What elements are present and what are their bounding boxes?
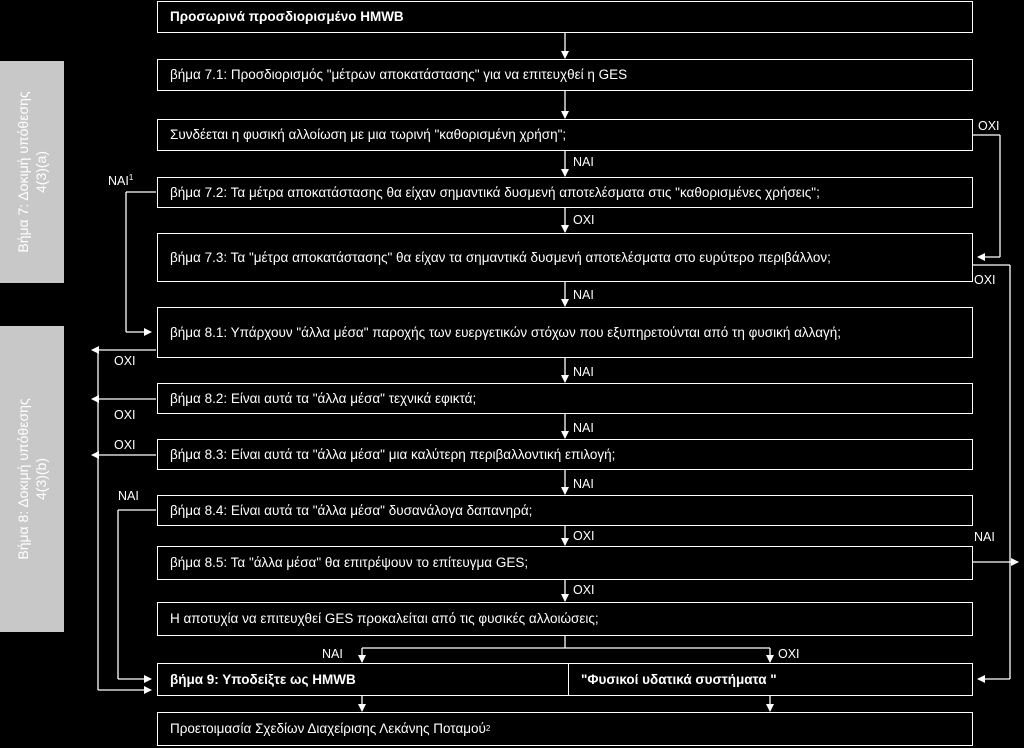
step8-label: Βήμα 8: Δοκιμή υπόθεσης 4(3)(b) [15, 398, 49, 560]
hmwb-box: Προσωρινά προσδιορισμένο HMWB [157, 1, 973, 33]
step-7-2-box: βήμα 7.2: Τα μέτρα αποκατάστασης θα είχαν σημαντικά δυσμενή αποτελέσματα στις "καθορισμένες χρήσεις"; [157, 177, 973, 208]
step7-label: Βήμα 7: Δοκιμή υπόθεσης 4(3)(a) [15, 91, 49, 253]
label-no: ΟΧΙ [974, 273, 996, 287]
label-yes: ΝΑΙ [573, 365, 594, 379]
label-no: ΟΧΙ [114, 408, 136, 422]
label-no: ΟΧΙ [573, 529, 595, 543]
label-no: ΟΧΙ [573, 583, 595, 597]
label-yes: ΝΑΙ [573, 155, 594, 169]
label-yes: ΝΑΙ [573, 288, 594, 302]
label-yes: ΝΑΙ [573, 477, 594, 491]
step-8-2-box: βήμα 8.2: Είναι αυτά τα "άλλα μέσα" τεχνικά εφικτά; [157, 383, 973, 414]
label-yes: ΝΑΙ [118, 489, 139, 503]
step-7-1-box: βήμα 7.1: Προσδιορισμός "μέτρων αποκατάστασης" για να επιτευχθεί η GES [157, 59, 973, 91]
step-8-5-box: βήμα 8.5: Τα "άλλα μέσα" θα επιτρέψουν το επίτευγμα GES; [157, 546, 973, 580]
label-yes-footnote: ΝΑΙ$^1$ [108, 172, 134, 188]
rbmp-preparation-box: Προετοιμασία Σχεδίων Διαχείρισης Λεκάνης Ποταμού 2 [157, 712, 973, 746]
link-question-box: Συνδέεται η φυσική αλλοίωση με μια τωρινή "καθορισμένη χρήση"; [157, 119, 973, 151]
step-7-3-box: βήμα 7.3: Τα "μέτρα αποκατάστασης" θα είχαν τα σημαντικά δυσμενή αποτελέσματα στο ευρύτερο περιβάλλον; [157, 233, 973, 282]
label-no: ΟΧΙ [778, 647, 800, 661]
step-9-box: βήμα 9: Υποδείξτε ως HMWB [157, 663, 569, 696]
label-yes: ΝΑΙ [322, 647, 343, 661]
label-yes: ΝΑΙ [573, 421, 594, 435]
step-8-4-box: βήμα 8.4: Είναι αυτά τα "άλλα μέσα" δυσανάλογα δαπανηρά; [157, 495, 973, 526]
step-8-3-box: βήμα 8.3: Είναι αυτά τα "άλλα μέσα" μια καλύτερη περιβαλλοντική επιλογή; [157, 439, 973, 470]
label-yes: ΝΑΙ [974, 530, 995, 544]
label-no: ΟΧΙ [114, 438, 136, 452]
natural-water-box: "Φυσικοί υδατικά συστήματα " [568, 663, 973, 696]
label-no: ΟΧΙ [978, 119, 1000, 133]
label-no: ΟΧΙ [114, 354, 136, 368]
label-no: ΟΧΙ [573, 213, 595, 227]
step-8-1-box: βήμα 8.1: Υπάρχουν "άλλα μέσα" παροχής των ευεργετικών στόχων που εξυπηρετούνται από τη φυσική αλλαγή; [157, 307, 973, 358]
failure-question-box: Η αποτυχία να επιτευχθεί GES προκαλείται από τις φυσικές αλλοιώσεις; [157, 602, 973, 636]
